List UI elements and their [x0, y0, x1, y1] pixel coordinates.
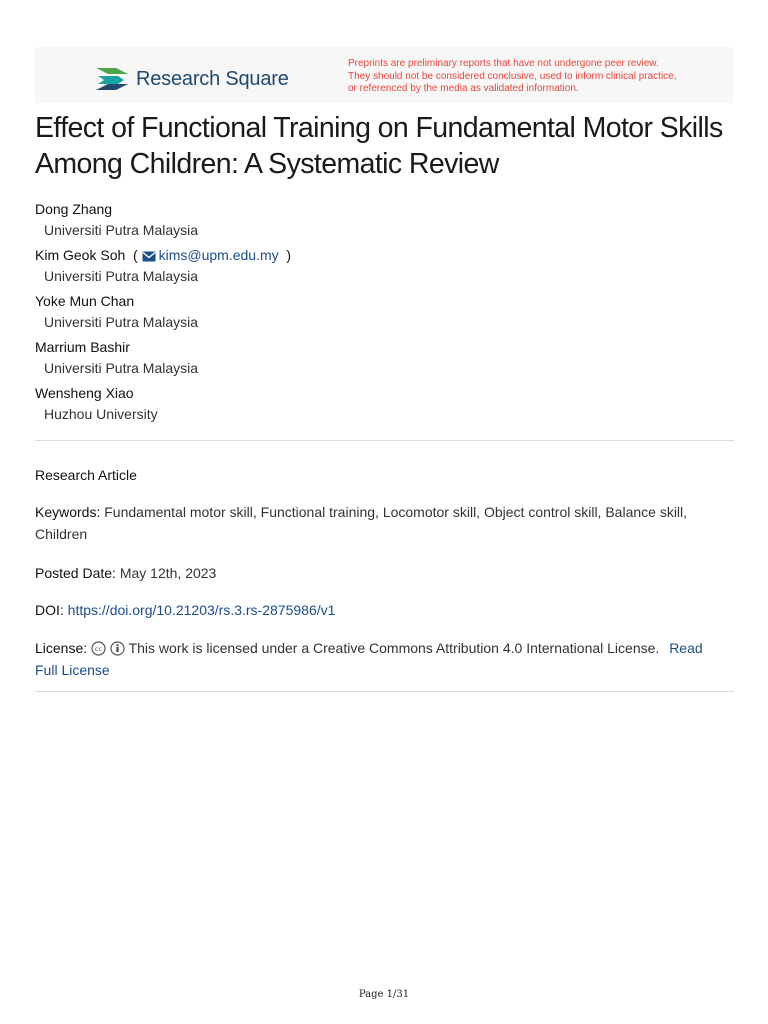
author-email-link[interactable]	[142, 247, 283, 263]
research-square-logo[interactable]	[94, 64, 289, 94]
author-entry	[35, 199, 735, 245]
envelope-icon	[142, 251, 156, 262]
author-affiliation: Universiti Putra Malaysia	[44, 222, 199, 238]
author-affiliation: Universiti Putra Malaysia	[44, 360, 199, 376]
cc-icon	[91, 641, 106, 656]
author-name: Kim Geok Soh	[35, 247, 126, 263]
doi-link[interactable]: https://doi.org/10.21203/rs.3.rs-2875986/v1	[67, 602, 336, 618]
author-entry	[35, 337, 735, 383]
article-type	[35, 464, 735, 486]
email-open-paren: (	[129, 247, 138, 263]
keywords-value: Fundamental motor skill, Functional training, Locomotor skill, Object control skill, Balance skill,	[104, 504, 688, 520]
posted-date-value: May 12th, 2023	[119, 565, 217, 581]
author-entry	[35, 245, 735, 291]
author-affiliation: Universiti Putra Malaysia	[44, 314, 199, 330]
author-name: Marrium Bashir	[35, 339, 130, 355]
research-square-logo-icon	[94, 64, 130, 94]
keywords-value-cont: Children	[35, 526, 88, 542]
disclaimer-line: or referenced by the media as validated information.	[348, 83, 579, 94]
author-name: Wensheng Xiao	[35, 385, 134, 401]
author-entry	[35, 383, 735, 429]
author-affiliation: Huzhou University	[44, 406, 158, 422]
section-divider	[35, 440, 734, 441]
keywords-block	[35, 501, 735, 545]
paper-title: Effect of Functional Training on Fundamental Motor Skills Among Children: A Systematic Review	[35, 112, 723, 180]
author-name: Yoke Mun Chan	[35, 293, 135, 309]
doi-label: DOI:	[35, 602, 64, 618]
author-entry	[35, 291, 735, 337]
disclaimer-line: Preprints are preliminary reports that have not undergone peer review.	[348, 58, 659, 69]
author-affiliation: Universiti Putra Malaysia	[44, 268, 199, 284]
license-label: License:	[35, 640, 88, 656]
posted-date-block	[35, 562, 735, 584]
article-type-value: Research Article	[35, 467, 137, 483]
by-icon	[110, 641, 125, 656]
page-number: Page 1/31	[358, 989, 410, 1000]
author-name-with-email	[35, 245, 735, 265]
license-text: This work is licensed under a Creative Commons Attribution 4.0 International License.	[128, 640, 660, 656]
keywords-label: Keywords:	[35, 504, 101, 520]
author-name: Dong Zhang	[35, 201, 113, 217]
section-divider	[35, 691, 734, 692]
author-email: kims@upm.edu.my	[158, 247, 279, 263]
disclaimer-line: They should not be considered conclusive, used to inform clinical practice,	[348, 70, 677, 82]
full-license-link[interactable]: Full License	[35, 662, 110, 678]
license-block	[35, 637, 735, 681]
author-list	[35, 199, 735, 429]
posted-date-label: Posted Date:	[35, 565, 116, 581]
read-license-link[interactable]: Read	[669, 640, 703, 656]
svg-text:cc: cc	[94, 645, 103, 653]
email-close-paren: )	[282, 247, 292, 263]
doi-block	[35, 599, 735, 621]
logo-text: Research Square	[136, 67, 289, 90]
preprint-disclaimer	[348, 58, 708, 96]
